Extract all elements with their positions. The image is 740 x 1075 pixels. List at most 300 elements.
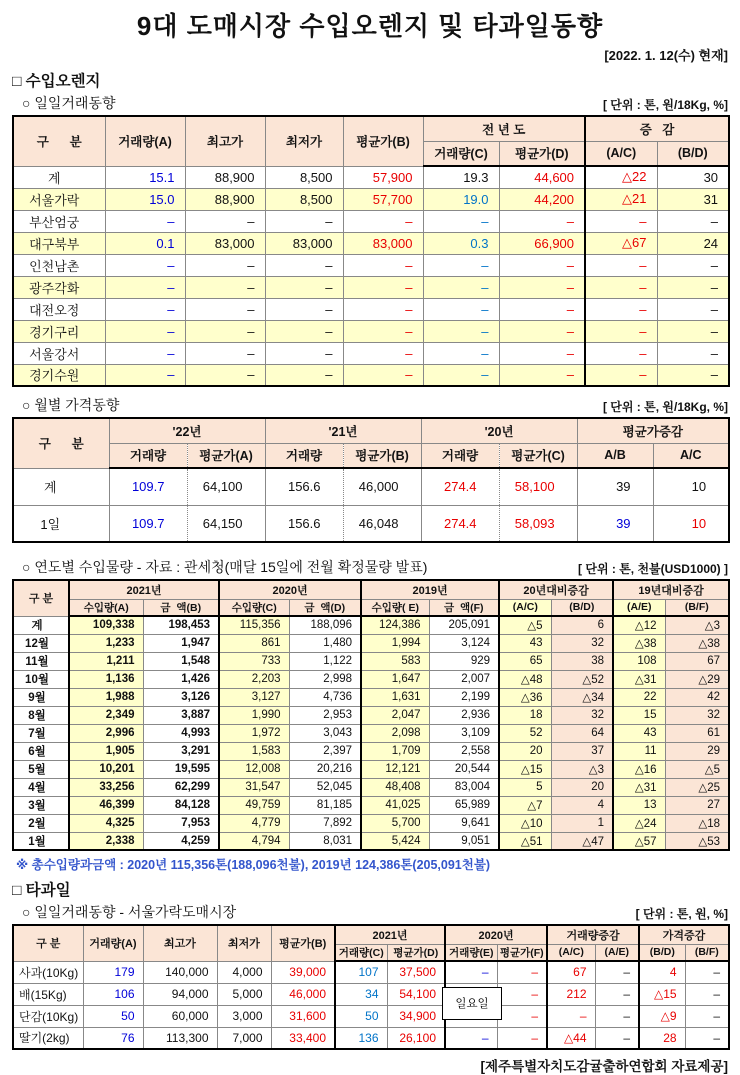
- data-cell: 32: [665, 706, 729, 724]
- col-header: (A/C): [547, 944, 595, 961]
- data-cell: 109,338: [69, 616, 143, 634]
- row-label: 인천남촌: [13, 254, 105, 276]
- data-cell: 31,600: [271, 1005, 335, 1027]
- data-cell: 156.6: [265, 468, 343, 505]
- data-cell: 41,025: [361, 796, 429, 814]
- monthly-price-table: [12, 417, 730, 543]
- data-cell: 2,098: [361, 724, 429, 742]
- data-cell: 2,203: [219, 670, 289, 688]
- section-title-imported-orange: □ 수입오렌지: [12, 73, 101, 90]
- table-row: [13, 983, 729, 1005]
- data-cell: 34,900: [387, 1005, 445, 1027]
- data-cell: 22: [613, 688, 665, 706]
- data-cell: 2,998: [289, 670, 361, 688]
- data-cell: 7,953: [143, 814, 219, 832]
- data-cell: –: [499, 364, 585, 386]
- data-cell: 32: [551, 634, 613, 652]
- table-header: [13, 580, 729, 616]
- data-cell: –: [423, 364, 499, 386]
- data-cell: △21: [585, 188, 657, 210]
- subsection-monthly: [12, 395, 728, 415]
- col-header-group: 2020년: [445, 925, 547, 944]
- row-label: 5월: [13, 760, 69, 778]
- data-cell: –: [547, 1005, 595, 1027]
- data-cell: 2,007: [429, 670, 499, 688]
- col-header: 평균가(A): [187, 443, 265, 468]
- data-cell: △7: [499, 796, 551, 814]
- subsection-title-other-daily: ○ 일일거래동향 - 서울가락도매시장: [22, 904, 237, 920]
- col-header: 수입량(C): [219, 599, 289, 616]
- data-cell: △15: [639, 983, 685, 1005]
- data-cell: △22: [585, 166, 657, 188]
- data-cell: 198,453: [143, 616, 219, 634]
- data-cell: –: [499, 342, 585, 364]
- col-header-group: 2019년: [361, 580, 499, 599]
- row-label: 12월: [13, 634, 69, 652]
- data-cell: 0.1: [105, 232, 185, 254]
- table-row: [13, 652, 729, 670]
- data-cell: △38: [613, 634, 665, 652]
- data-cell: 212: [547, 983, 595, 1005]
- col-header-group: 2020년: [219, 580, 361, 599]
- data-cell: 44,600: [499, 166, 585, 188]
- data-cell: 274.4: [421, 505, 499, 542]
- unit-label-monthly: [ 단위 : 톤, 원/18Kg, %]: [602, 400, 728, 414]
- data-cell: –: [445, 1027, 497, 1049]
- data-cell: 65,989: [429, 796, 499, 814]
- data-cell: 81,185: [289, 796, 361, 814]
- data-cell: –: [185, 298, 265, 320]
- table-row: [13, 1005, 729, 1027]
- col-header: 거래량(C): [335, 944, 387, 961]
- data-cell: 1,211: [69, 652, 143, 670]
- col-header: 구 분: [13, 116, 105, 166]
- data-cell: 37: [551, 742, 613, 760]
- data-cell: 861: [219, 634, 289, 652]
- data-cell: 2,199: [429, 688, 499, 706]
- row-label: 11월: [13, 652, 69, 670]
- data-cell: 88,900: [185, 166, 265, 188]
- data-cell: 31: [657, 188, 729, 210]
- data-cell: –: [585, 210, 657, 232]
- data-cell: 583: [361, 652, 429, 670]
- data-cell: –: [265, 320, 343, 342]
- data-cell: –: [585, 276, 657, 298]
- data-cell: 20: [499, 742, 551, 760]
- data-cell: –: [595, 1027, 639, 1049]
- col-header: 평균가(D): [499, 141, 585, 166]
- col-header-group: 증 감: [585, 116, 729, 141]
- data-cell: 136: [335, 1027, 387, 1049]
- data-cell: 27: [665, 796, 729, 814]
- report-date: [2022. 1. 12(수) 현재]: [604, 48, 728, 63]
- data-cell: –: [497, 961, 547, 983]
- data-cell: –: [105, 298, 185, 320]
- col-header: 구 분: [13, 418, 109, 468]
- data-cell: 46,399: [69, 796, 143, 814]
- data-cell: 29: [665, 742, 729, 760]
- table-row: [13, 688, 729, 706]
- data-cell: 13: [613, 796, 665, 814]
- data-cell: 30: [657, 166, 729, 188]
- data-cell: △51: [499, 832, 551, 850]
- data-cell: –: [585, 364, 657, 386]
- data-cell: –: [585, 342, 657, 364]
- table-row: [13, 760, 729, 778]
- table-body: [13, 616, 729, 850]
- data-cell: 58,093: [499, 505, 577, 542]
- table-row: [13, 796, 729, 814]
- row-label: 계: [13, 468, 109, 505]
- data-cell: –: [423, 342, 499, 364]
- data-cell: 57,700: [343, 188, 423, 210]
- col-header: 금 액(D): [289, 599, 361, 616]
- col-header: 거래량(A): [83, 925, 143, 961]
- data-cell: –: [343, 320, 423, 342]
- subsection-yearly: [12, 557, 728, 577]
- col-header: (A/C): [499, 599, 551, 616]
- data-cell: –: [423, 320, 499, 342]
- data-cell: 5: [499, 778, 551, 796]
- data-cell: 67: [665, 652, 729, 670]
- col-header: (B/F): [665, 599, 729, 616]
- data-cell: 9,641: [429, 814, 499, 832]
- data-cell: 39,000: [271, 961, 335, 983]
- col-header-group: 가격증감: [639, 925, 729, 944]
- row-label: 딸기(2kg): [13, 1027, 83, 1049]
- data-cell: 2,996: [69, 724, 143, 742]
- col-header: 평균가(B): [343, 116, 423, 166]
- table-row: [13, 320, 729, 342]
- data-cell: 3,126: [143, 688, 219, 706]
- data-cell: –: [185, 276, 265, 298]
- table-row: [13, 634, 729, 652]
- data-cell: 39: [577, 505, 653, 542]
- data-cell: 2,558: [429, 742, 499, 760]
- data-cell: –: [105, 342, 185, 364]
- data-cell: 4,794: [219, 832, 289, 850]
- table-row: [13, 1027, 729, 1049]
- data-cell: △9: [639, 1005, 685, 1027]
- subsection-other-daily: [12, 902, 728, 922]
- data-cell: 50: [335, 1005, 387, 1027]
- data-cell: –: [595, 961, 639, 983]
- data-cell: 4,779: [219, 814, 289, 832]
- data-cell: 4: [639, 961, 685, 983]
- data-cell: 10,201: [69, 760, 143, 778]
- data-cell: 58,100: [499, 468, 577, 505]
- data-cell: [445, 983, 497, 1010]
- data-cell: –: [105, 320, 185, 342]
- subsection-title-monthly: ○ 월별 가격동향: [22, 397, 120, 413]
- data-cell: 49,759: [219, 796, 289, 814]
- data-cell: △44: [547, 1027, 595, 1049]
- data-cell: 1,233: [69, 634, 143, 652]
- row-label: 9월: [13, 688, 69, 706]
- data-cell: 8,031: [289, 832, 361, 850]
- data-cell: 1,647: [361, 670, 429, 688]
- data-cell: 3,124: [429, 634, 499, 652]
- data-cell: –: [423, 210, 499, 232]
- col-header: 금 액(B): [143, 599, 219, 616]
- table-row: [13, 832, 729, 850]
- row-label: 광주각화: [13, 276, 105, 298]
- data-cell: △3: [551, 760, 613, 778]
- data-cell: 12,121: [361, 760, 429, 778]
- col-header: 평균가(F): [497, 944, 547, 961]
- row-label: 경기수원: [13, 364, 105, 386]
- data-cell: 1,947: [143, 634, 219, 652]
- data-cell: –: [343, 342, 423, 364]
- data-cell: 1,709: [361, 742, 429, 760]
- section-title-other-fruit: □ 타과일: [12, 882, 71, 899]
- data-cell: △10: [499, 814, 551, 832]
- data-cell: –: [343, 298, 423, 320]
- data-cell: △18: [665, 814, 729, 832]
- col-header-group: 2021년: [335, 925, 445, 944]
- data-cell: –: [499, 298, 585, 320]
- data-cell: 5,424: [361, 832, 429, 850]
- data-cell: 9,051: [429, 832, 499, 850]
- col-header: 구 분: [13, 925, 83, 961]
- unit-label-other-daily: [ 단위 : 톤, 원, %]: [635, 907, 728, 921]
- data-cell: 3,887: [143, 706, 219, 724]
- data-cell: 2,047: [361, 706, 429, 724]
- data-cell: 140,000: [143, 961, 217, 983]
- table-row: [13, 814, 729, 832]
- data-cell: 4: [551, 796, 613, 814]
- data-cell: 34: [335, 983, 387, 1005]
- row-label: 7월: [13, 724, 69, 742]
- col-header-group: 거래량증감: [547, 925, 639, 944]
- data-cell: 1,548: [143, 652, 219, 670]
- data-cell: △31: [613, 778, 665, 796]
- data-cell: △31: [613, 670, 665, 688]
- data-cell: △5: [665, 760, 729, 778]
- data-cell: –: [105, 364, 185, 386]
- table-header: [13, 925, 729, 961]
- data-cell: 66,900: [499, 232, 585, 254]
- col-header-group: 20년대비증감: [499, 580, 613, 599]
- col-header-group: 19년대비증감: [613, 580, 729, 599]
- data-cell: –: [499, 276, 585, 298]
- row-label: 서울가락: [13, 188, 105, 210]
- data-cell: –: [423, 298, 499, 320]
- data-cell: –: [445, 961, 497, 983]
- col-header: (A/E): [613, 599, 665, 616]
- data-cell: 2,397: [289, 742, 361, 760]
- data-cell: 64,150: [187, 505, 265, 542]
- row-label: 2월: [13, 814, 69, 832]
- data-cell: –: [499, 254, 585, 276]
- table-row: [13, 166, 729, 188]
- row-label: 대구북부: [13, 232, 105, 254]
- col-header-group: '21년: [265, 418, 421, 443]
- data-cell: 0.3: [423, 232, 499, 254]
- data-cell: 83,000: [343, 232, 423, 254]
- data-cell: 3,000: [217, 1005, 271, 1027]
- data-cell: –: [657, 364, 729, 386]
- data-cell: –: [185, 364, 265, 386]
- data-cell: 156.6: [265, 505, 343, 542]
- data-cell: –: [595, 983, 639, 1005]
- data-cell: –: [265, 276, 343, 298]
- data-cell: 1: [551, 814, 613, 832]
- data-cell: 5,000: [217, 983, 271, 1005]
- data-cell: △12: [613, 616, 665, 634]
- data-cell: 52: [499, 724, 551, 742]
- data-cell: 205,091: [429, 616, 499, 634]
- col-header: 최저가: [265, 116, 343, 166]
- data-cell: 64: [551, 724, 613, 742]
- data-cell: 4,993: [143, 724, 219, 742]
- data-cell: △52: [551, 670, 613, 688]
- data-cell: –: [685, 983, 729, 1005]
- data-cell: –: [657, 254, 729, 276]
- col-header: 평균가(B): [343, 443, 421, 468]
- data-cell: 7,000: [217, 1027, 271, 1049]
- data-cell: △67: [585, 232, 657, 254]
- data-cell: 33,400: [271, 1027, 335, 1049]
- data-cell: 1,631: [361, 688, 429, 706]
- table-row: [13, 254, 729, 276]
- data-cell: 188,096: [289, 616, 361, 634]
- table-body: [13, 961, 729, 1049]
- data-cell: 60,000: [143, 1005, 217, 1027]
- data-cell: –: [585, 298, 657, 320]
- data-cell: –: [499, 210, 585, 232]
- data-cell: –: [423, 254, 499, 276]
- data-cell: 43: [499, 634, 551, 652]
- col-header: (B/F): [685, 944, 729, 961]
- data-cell: –: [657, 298, 729, 320]
- data-cell: 3,109: [429, 724, 499, 742]
- data-cell: 10: [653, 468, 729, 505]
- data-cell: 48,408: [361, 778, 429, 796]
- data-cell: 15.0: [105, 188, 185, 210]
- data-cell: –: [265, 298, 343, 320]
- row-label: 부산엄궁: [13, 210, 105, 232]
- col-header: 평균가(B): [271, 925, 335, 961]
- data-cell: 3,127: [219, 688, 289, 706]
- col-header: 수입량(A): [69, 599, 143, 616]
- col-header: 거래량(A): [105, 116, 185, 166]
- data-cell: △3: [665, 616, 729, 634]
- col-header: 금 액(F): [429, 599, 499, 616]
- data-cell: 31,547: [219, 778, 289, 796]
- row-label: 6월: [13, 742, 69, 760]
- data-cell: –: [585, 254, 657, 276]
- table-row: [13, 468, 729, 505]
- data-cell: 94,000: [143, 983, 217, 1005]
- data-cell: 28: [639, 1027, 685, 1049]
- data-cell: 24: [657, 232, 729, 254]
- data-cell: 2,936: [429, 706, 499, 724]
- data-cell: 3,043: [289, 724, 361, 742]
- table-header: [13, 116, 729, 166]
- data-cell: 5,700: [361, 814, 429, 832]
- data-cell: 929: [429, 652, 499, 670]
- table-row: [13, 505, 729, 542]
- data-cell: 124,386: [361, 616, 429, 634]
- data-cell: 83,000: [265, 232, 343, 254]
- data-cell: 33,256: [69, 778, 143, 796]
- col-header-group: '20년: [421, 418, 577, 443]
- data-cell: –: [657, 342, 729, 364]
- data-cell: –: [423, 276, 499, 298]
- col-header: 최저가: [217, 925, 271, 961]
- row-label: 1일: [13, 505, 109, 542]
- data-cell: △16: [613, 760, 665, 778]
- data-cell: –: [265, 342, 343, 364]
- col-header: (B/D): [639, 944, 685, 961]
- data-cell: 37,500: [387, 961, 445, 983]
- data-cell: 1,583: [219, 742, 289, 760]
- data-cell: 115,356: [219, 616, 289, 634]
- data-cell: 46,048: [343, 505, 421, 542]
- data-cell: –: [343, 276, 423, 298]
- data-cell: 106: [83, 983, 143, 1005]
- table-row: [13, 276, 729, 298]
- col-header: 수입량( E): [361, 599, 429, 616]
- data-cell: 11: [613, 742, 665, 760]
- data-cell: 57,900: [343, 166, 423, 188]
- row-label: 1월: [13, 832, 69, 850]
- data-cell: –: [105, 254, 185, 276]
- data-cell: 83,004: [429, 778, 499, 796]
- col-header: 거래량: [265, 443, 343, 468]
- data-cell: 1,136: [69, 670, 143, 688]
- col-header: 거래량: [421, 443, 499, 468]
- data-cell: 84,128: [143, 796, 219, 814]
- data-cell: 18: [499, 706, 551, 724]
- total-import-footnote: ※ 총수입량과금액 : 2020년 115,356톤(188,096천불), 2019년 124,386톤(205,091천불): [16, 858, 491, 872]
- data-cell: –: [343, 210, 423, 232]
- data-cell: –: [185, 342, 265, 364]
- table-row: [13, 616, 729, 634]
- row-label: 계: [13, 166, 105, 188]
- data-cell: –: [265, 364, 343, 386]
- table-row: [13, 778, 729, 796]
- row-label: 3월: [13, 796, 69, 814]
- data-cell: 20: [551, 778, 613, 796]
- data-cell: 54,100: [387, 983, 445, 1005]
- data-cell: 20,544: [429, 760, 499, 778]
- data-source-attribution: [제주특별자치도감귤출하연합회 자료제공]: [480, 1059, 728, 1074]
- data-cell: 67: [547, 961, 595, 983]
- row-label: 대전오정: [13, 298, 105, 320]
- table-row: [13, 670, 729, 688]
- col-header-group: '22년: [109, 418, 265, 443]
- data-cell: 15: [613, 706, 665, 724]
- data-cell: 4,325: [69, 814, 143, 832]
- data-cell: 26,100: [387, 1027, 445, 1049]
- data-cell: 1,480: [289, 634, 361, 652]
- data-cell: 8,500: [265, 188, 343, 210]
- data-cell: △36: [499, 688, 551, 706]
- data-cell: △24: [613, 814, 665, 832]
- data-cell: 61: [665, 724, 729, 742]
- col-header: 거래량: [109, 443, 187, 468]
- data-cell: 113,300: [143, 1027, 217, 1049]
- data-cell: 44,200: [499, 188, 585, 210]
- col-header: (A/E): [595, 944, 639, 961]
- data-cell: –: [497, 983, 547, 1005]
- data-cell: –: [343, 254, 423, 276]
- row-label: 4월: [13, 778, 69, 796]
- data-cell: 83,000: [185, 232, 265, 254]
- data-cell: 1,122: [289, 652, 361, 670]
